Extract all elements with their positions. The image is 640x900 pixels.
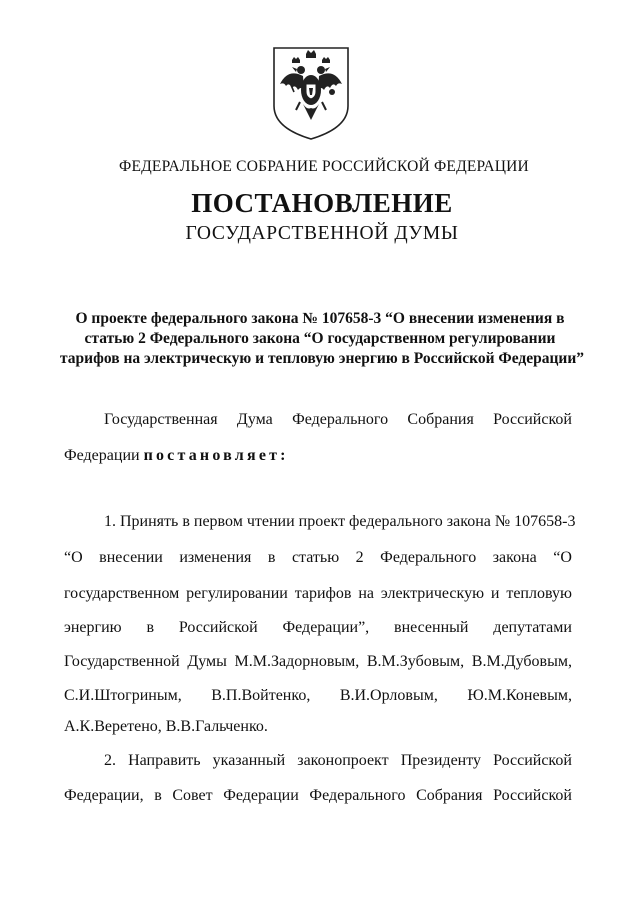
subject-line: статью 2 Федерального закона “О государственном регулировании: [84, 330, 556, 347]
subject-line: тарифов на электрическую и тепловую энергию в Российской Федерации”: [60, 350, 585, 367]
preamble-word: Собрания: [407, 411, 474, 428]
word: указанный: [212, 752, 286, 769]
subject-heading: [60, 309, 585, 369]
assembly-header: ФЕДЕРАЛЬНОЕ СОБРАНИЕ РОССИЙСКОЙ ФЕДЕРАЦИИ: [119, 158, 529, 175]
word: государственном: [64, 585, 180, 602]
item1-line: [64, 548, 572, 568]
word: Российской: [178, 619, 258, 636]
word: законопроект: [297, 752, 389, 769]
word: Думы: [187, 653, 227, 670]
preamble-word: Государственная: [104, 411, 218, 428]
word: 2.: [104, 752, 116, 769]
word: внесенный: [394, 619, 469, 636]
word: “О: [64, 549, 83, 566]
word: Федерации,: [64, 787, 144, 804]
word: Российской: [493, 787, 572, 804]
word: внесении: [99, 549, 163, 566]
word: в: [154, 787, 162, 804]
preamble-word: Дума: [236, 411, 273, 428]
document-subtitle: ГОСУДАРСТВЕННОЙ ДУМЫ: [185, 223, 459, 244]
preamble-text: Федерации: [64, 447, 140, 464]
word: Федерации: [223, 787, 299, 804]
word: Федерации”,: [282, 619, 370, 636]
item1-line: [64, 584, 572, 604]
word: статью: [291, 549, 340, 566]
word: изменения: [179, 549, 252, 566]
word: депутатами: [493, 619, 572, 636]
word: Президенту: [400, 752, 482, 769]
preamble-line: [104, 410, 572, 430]
item1-line: [64, 686, 572, 706]
word: и: [490, 585, 500, 602]
item2-line: [64, 786, 572, 806]
word: В.М.Зубовым,: [366, 653, 465, 670]
word: Государственной: [64, 653, 180, 670]
word: Российской: [493, 752, 572, 769]
word: Собрания: [416, 787, 483, 804]
document-title: ПОСТАНОВЛЕНИЕ: [191, 188, 453, 218]
item1-line: [64, 618, 572, 638]
item1-line: А.К.Веретено, В.В.Гальченко.: [64, 718, 268, 735]
item2-line: [104, 751, 572, 771]
item1-line: [64, 652, 572, 672]
word: Федерального: [309, 787, 406, 804]
word: 2: [355, 549, 364, 566]
preamble-word: Российской: [493, 411, 572, 428]
coat-of-arms-emblem: [270, 44, 352, 142]
word: В.И.Орловым,: [339, 687, 438, 704]
word: Федерального: [380, 549, 477, 566]
resolves-verb: постановляет:: [143, 447, 289, 464]
word: энергию: [64, 619, 122, 636]
word: регулировании: [186, 585, 288, 602]
word: тарифов: [294, 585, 352, 602]
word: в: [146, 619, 154, 636]
word: С.И.Штогриным,: [64, 687, 182, 704]
subject-line: О проекте федерального закона № 107658-3 “О внесении изменения в: [75, 310, 565, 327]
word: В.П.Войтенко,: [211, 687, 311, 704]
word: электрическую: [380, 585, 485, 602]
word: М.М.Задорновым,: [234, 653, 360, 670]
word: закона: [492, 549, 537, 566]
word: В.М.Дубовым,: [471, 653, 572, 670]
word: Ю.М.Коневым,: [467, 687, 572, 704]
word: Совет: [172, 787, 213, 804]
preamble-line: [64, 446, 289, 466]
word: в: [267, 549, 276, 566]
word: Направить: [128, 752, 201, 769]
item1-line: 1. Принять в первом чтении проект федерального закона № 107658-3: [104, 513, 576, 530]
preamble-word: Федерального: [292, 411, 389, 428]
word: тепловую: [506, 585, 572, 602]
word: на: [358, 585, 375, 602]
word: “О: [553, 549, 572, 566]
